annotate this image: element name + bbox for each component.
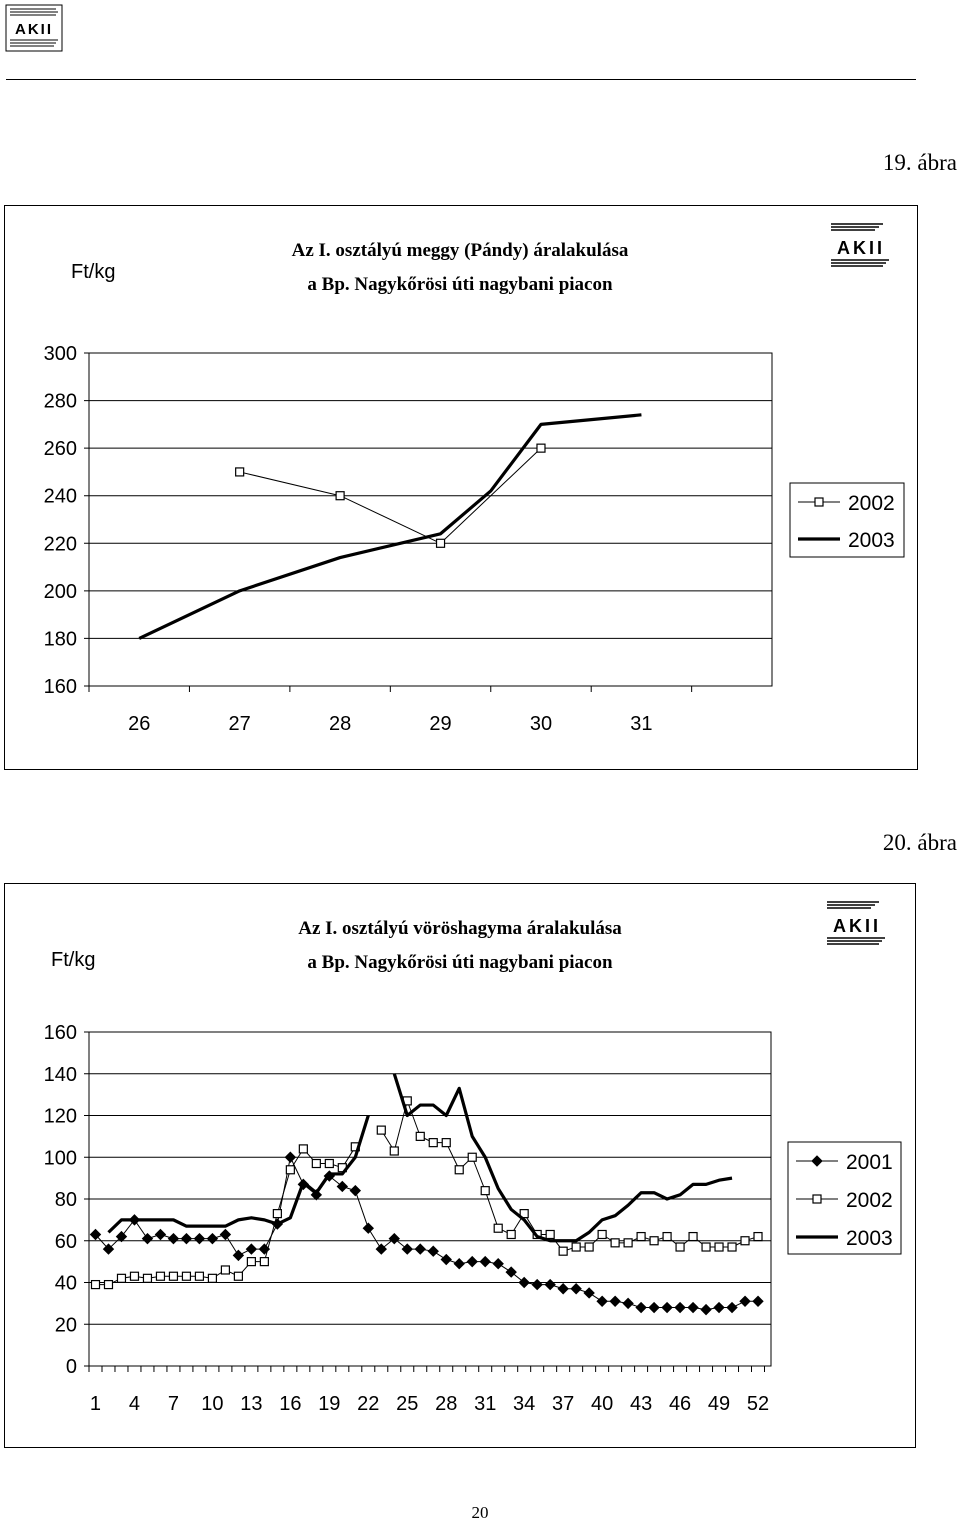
data-point-2002 <box>637 1233 645 1241</box>
chart-logo-text: AKII <box>833 916 881 936</box>
data-point-2002 <box>117 1274 125 1282</box>
y-tick-label: 240 <box>43 485 77 508</box>
x-tick-label: 28 <box>328 713 352 735</box>
y-tick-label: 100 <box>43 1147 77 1170</box>
chart-subtitle: a Bp. Nagykőrösi úti nagybani piacon <box>307 952 613 973</box>
data-point-2002 <box>468 1153 476 1161</box>
y-tick-label: 180 <box>43 628 77 651</box>
data-point-2002 <box>663 1233 671 1241</box>
figure-label-19: 19. ábra <box>882 150 957 175</box>
data-point-2002 <box>611 1239 619 1247</box>
x-tick-label: 27 <box>228 713 251 735</box>
x-tick-label: 31 <box>630 713 653 735</box>
data-point-2002 <box>130 1272 138 1280</box>
y-tick-label: 280 <box>43 390 77 413</box>
data-point-2002 <box>455 1166 463 1174</box>
legend-label-2003: 2003 <box>848 529 895 552</box>
data-point-2002 <box>598 1230 606 1238</box>
y-tick-label: 220 <box>43 533 77 556</box>
x-tick-label: 43 <box>629 1393 653 1415</box>
x-tick-label: 37 <box>552 1393 575 1415</box>
chart-title: Az I. osztályú vöröshagyma áralakulása <box>298 918 622 939</box>
data-point-2002 <box>754 1233 762 1241</box>
chart-title: Az I. osztályú meggy (Pándy) áralakulása <box>291 240 629 261</box>
data-point-2002 <box>585 1243 593 1251</box>
x-tick-label: 49 <box>707 1393 731 1415</box>
page-number: 20 <box>471 1503 489 1522</box>
x-tick-label: 31 <box>474 1393 497 1415</box>
data-point-2002 <box>208 1274 216 1282</box>
legend-label-2001: 2001 <box>846 1151 893 1174</box>
data-point-2002 <box>546 1230 554 1238</box>
data-point-2002 <box>437 539 445 547</box>
data-point-2002 <box>236 468 244 476</box>
x-tick-label: 26 <box>128 713 151 735</box>
data-point-2002 <box>624 1239 632 1247</box>
chart-meggy <box>5 206 917 769</box>
y-tick-label: 200 <box>43 580 77 603</box>
data-point-2002 <box>390 1147 398 1155</box>
legend-marker-2002 <box>813 1195 821 1203</box>
x-tick-label: 29 <box>429 713 452 735</box>
y-tick-label: 20 <box>54 1314 77 1337</box>
data-point-2002 <box>286 1166 294 1174</box>
legend-marker-2002 <box>815 498 823 506</box>
data-point-2002 <box>650 1237 658 1245</box>
header-logo <box>4 4 64 57</box>
figure-label-20: 20. ábra <box>882 830 957 855</box>
x-tick-label: 52 <box>746 1393 770 1415</box>
y-tick-label: 80 <box>54 1189 77 1211</box>
x-tick-label: 19 <box>318 1393 341 1415</box>
x-tick-label: 28 <box>435 1393 458 1415</box>
data-point-2002 <box>572 1243 580 1251</box>
data-point-2002 <box>741 1237 749 1245</box>
x-tick-label: 4 <box>128 1393 141 1415</box>
header-rule <box>6 79 916 80</box>
y-tick-label: 300 <box>43 343 77 365</box>
legend-label-2002: 2002 <box>848 492 895 515</box>
chart-voroshagyma <box>5 884 915 1447</box>
header-logo-text: AKII <box>15 21 53 38</box>
plot-area <box>89 353 772 686</box>
data-point-2002 <box>143 1274 151 1282</box>
data-point-2002 <box>234 1272 242 1280</box>
data-point-2002 <box>169 1272 177 1280</box>
data-point-2002 <box>325 1160 333 1168</box>
data-point-2002 <box>481 1187 489 1195</box>
y-axis-label: Ft/kg <box>51 949 96 971</box>
data-point-2002 <box>221 1266 229 1274</box>
data-point-2002 <box>247 1258 255 1266</box>
y-tick-label: 60 <box>54 1230 77 1253</box>
chart-frame-20 <box>4 883 916 1448</box>
data-point-2002 <box>91 1281 99 1289</box>
data-point-2002 <box>336 492 344 500</box>
chart-logo-text: AKII <box>837 238 885 258</box>
data-point-2002 <box>299 1145 307 1153</box>
x-tick-label: 13 <box>240 1393 263 1415</box>
data-point-2002 <box>195 1272 203 1280</box>
data-point-2002 <box>715 1243 723 1251</box>
y-tick-label: 160 <box>43 1022 77 1044</box>
y-axis-label: Ft/kg <box>71 261 116 283</box>
x-tick-label: 22 <box>357 1393 380 1415</box>
y-tick-label: 40 <box>54 1272 77 1295</box>
x-tick-label: 46 <box>668 1393 692 1415</box>
x-tick-label: 16 <box>279 1393 302 1415</box>
data-point-2002 <box>507 1230 515 1238</box>
y-tick-label: 120 <box>43 1105 77 1128</box>
data-point-2002 <box>273 1210 281 1218</box>
data-point-2002 <box>728 1243 736 1251</box>
legend-label-2003: 2003 <box>846 1227 893 1250</box>
x-tick-label: 40 <box>590 1393 614 1415</box>
y-tick-label: 140 <box>43 1063 77 1086</box>
y-tick-label: 0 <box>65 1356 77 1378</box>
akii-logo-icon <box>4 4 64 52</box>
y-tick-label: 260 <box>43 438 77 461</box>
data-point-2002 <box>702 1243 710 1251</box>
chart-subtitle: a Bp. Nagykőrösi úti nagybani piacon <box>307 274 613 295</box>
x-tick-label: 10 <box>201 1393 224 1415</box>
chart-frame-19 <box>4 205 918 770</box>
data-point-2002 <box>442 1139 450 1147</box>
data-point-2002 <box>104 1281 112 1289</box>
data-point-2002 <box>416 1132 424 1140</box>
data-point-2002 <box>260 1258 268 1266</box>
data-point-2002 <box>182 1272 190 1280</box>
x-tick-label: 30 <box>529 713 553 735</box>
data-point-2002 <box>429 1139 437 1147</box>
data-point-2002 <box>559 1247 567 1255</box>
legend-label-2002: 2002 <box>846 1189 893 1212</box>
data-point-2002 <box>377 1126 385 1134</box>
x-tick-label: 1 <box>89 1393 102 1415</box>
data-point-2002 <box>156 1272 164 1280</box>
data-point-2002 <box>676 1243 684 1251</box>
y-tick-label: 160 <box>43 676 77 698</box>
data-point-2002 <box>537 444 545 452</box>
x-tick-label: 7 <box>167 1393 180 1415</box>
x-tick-label: 25 <box>396 1393 419 1415</box>
data-point-2002 <box>312 1160 320 1168</box>
data-point-2002 <box>494 1224 502 1232</box>
data-point-2002 <box>689 1233 697 1241</box>
x-tick-label: 34 <box>513 1393 536 1415</box>
